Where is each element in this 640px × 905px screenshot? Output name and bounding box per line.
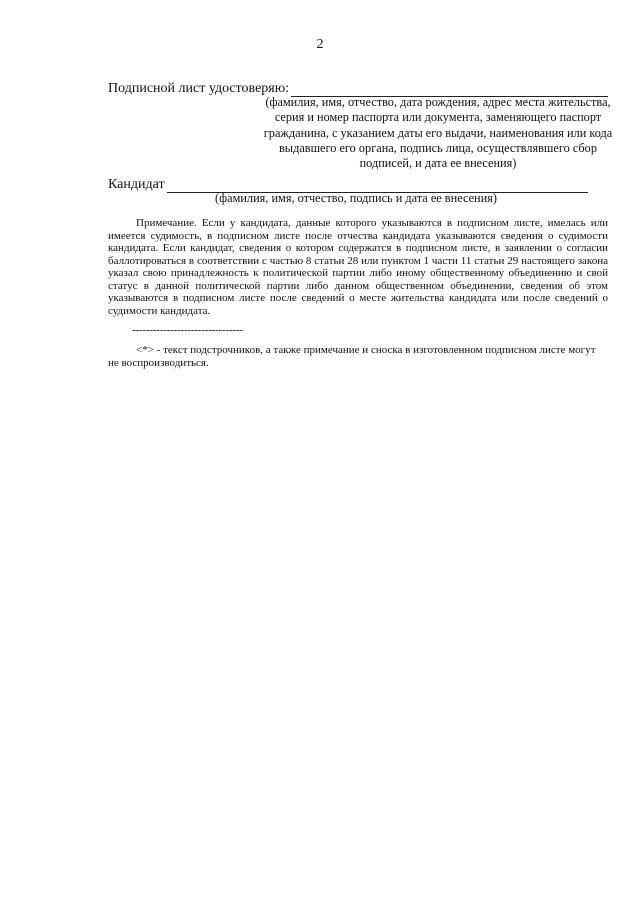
footnote-text: <*> - текст подстрочников, а также примечание и сноска в изготовленном подписном листе могут не воспроизводиться. xyxy=(108,344,596,369)
candidate-label: Кандидат xyxy=(108,177,165,192)
footnote-separator: -------------------------------- xyxy=(132,324,243,336)
note-paragraph: Примечание. Если у кандидата, данные которого указываются в подписном листе, имелась или имеется судимость, в подписном листе после отчества кандидата указываются сведения о судимости кандидата. Если кандидат, сведения о котором содержатся в подписном листе, в заявлении о согласии баллотироваться в соответствии с частью 8 статьи 28 или пунктом 1 части 11 статьи 29 настоящего закона указал свою принадлежность к политической партии либо иному общественному объединению и свой статус в данной политической партии либо данном общественном объединении, сведения об этом указываются в подписном листе после сведений о месте жительства кандидата или после сведений о судимости кандидата. xyxy=(108,217,608,317)
certification-hint: (фамилия, имя, отчество, дата рождения, адрес места жительства, серия и номер паспорта или документа, заменяющего паспорт гражданина, с указанием даты его выдачи, наименования или кода выдавшего его органа, подпись лица, осуществлявшего сбор подписей, и дата ее внесения) xyxy=(263,95,613,171)
page-number: 2 xyxy=(316,37,324,52)
candidate-hint: (фамилия, имя, отчество, подпись и дата ее внесения) xyxy=(215,191,497,205)
certification-label: Подписной лист удостоверяю: xyxy=(108,81,290,96)
